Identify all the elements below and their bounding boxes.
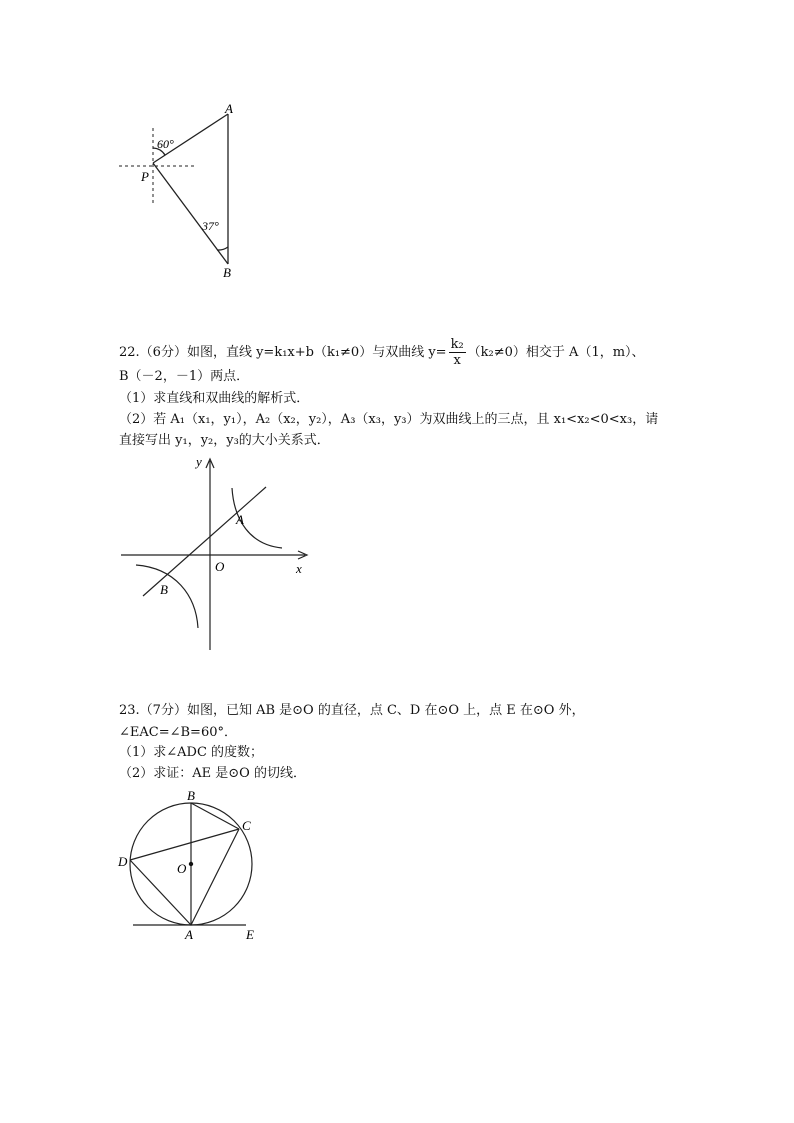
circle-label-O: O	[177, 861, 187, 876]
q22-part2-line1: （2）若 A₁（x₁，y₁），A₂（x₂，y₂），A₃（x₃，y₃）为双曲线上的三点，且 x₁<x₂<0<x₃，请	[119, 412, 659, 427]
q22-line2: B（－2，－1）两点．	[119, 369, 250, 384]
q23-part2: （2）求证：AE 是⊙O 的切线．	[119, 766, 306, 781]
q22-part2-line2: 直接写出 y₁，y₂，y₃的大小关系式．	[119, 433, 330, 448]
k2-over-x-fraction	[449, 337, 466, 368]
circle-label-B: B	[187, 788, 195, 803]
circle-label-C: C	[242, 818, 251, 833]
angle-60-label: 60°	[157, 137, 174, 151]
circle-label-A: A	[185, 927, 193, 942]
label-B: B	[223, 265, 231, 280]
axis-x-label: x	[296, 561, 302, 576]
q22-tail: （k₂≠0）相交于 A（1，m）、	[467, 345, 645, 360]
q22-head: 22.（6分）如图，直线 y=k₁x+b（k₁≠0）与双曲线 y=	[119, 345, 447, 360]
frac-numerator: k₂	[450, 337, 464, 352]
q23-line2: ∠EAC=∠B=60°．	[119, 725, 237, 740]
triangle-figure	[110, 100, 260, 285]
circle-label-D: D	[118, 854, 128, 869]
point-B-label: B	[160, 582, 168, 597]
label-P: P	[141, 169, 149, 184]
origin-label: O	[215, 559, 225, 574]
circle-label-E: E	[246, 927, 254, 942]
angle-37-label: 37°	[202, 219, 219, 233]
q22-part1: （1）求直线和双曲线的解析式．	[119, 391, 310, 406]
frac-denominator: x	[453, 353, 461, 368]
point-A-label: A	[236, 512, 244, 527]
q23-part1: （1）求∠ADC 的度数；	[119, 745, 264, 760]
circle-figure	[110, 785, 270, 945]
hyperbola-graph	[115, 450, 320, 655]
q23-line1: 23.（7分）如图，已知 AB 是⊙O 的直径，点 C、D 在⊙O 上，点 E 在⊙O 外，	[119, 703, 585, 718]
label-A: A	[225, 101, 233, 116]
axis-y-label: y	[196, 454, 202, 469]
q22-line1	[119, 337, 645, 368]
